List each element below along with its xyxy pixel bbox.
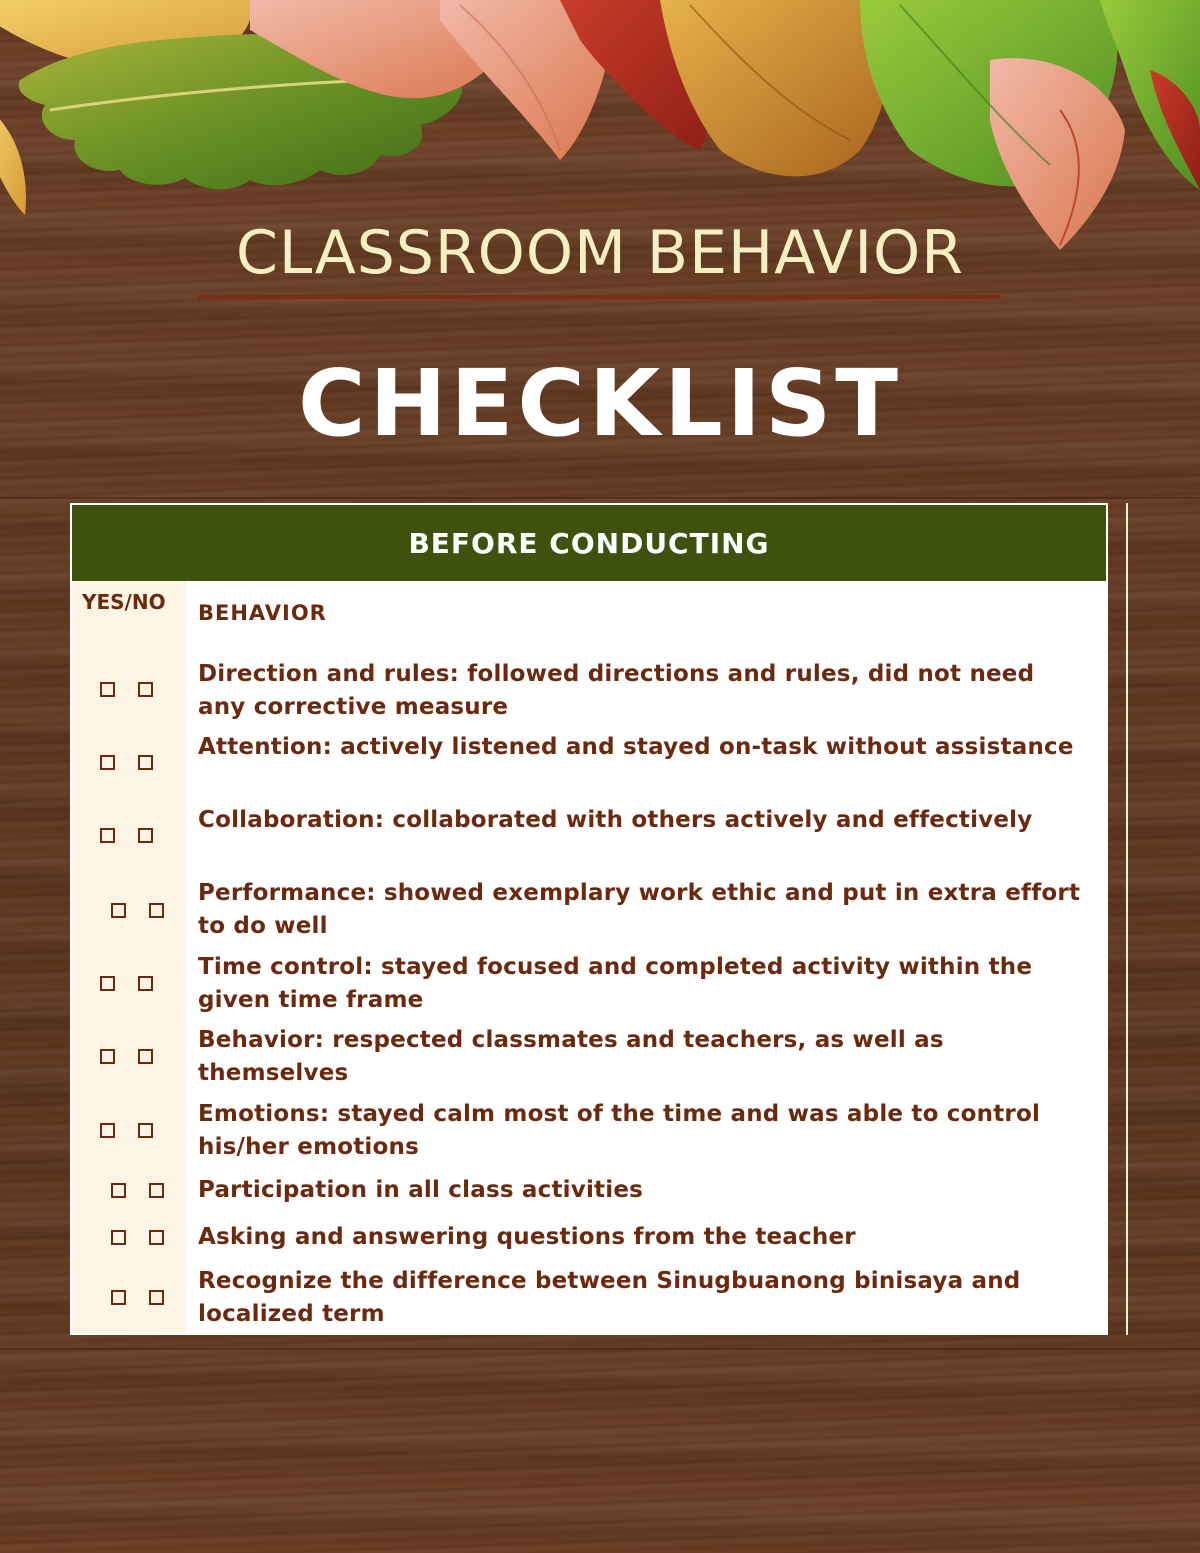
yes-checkbox[interactable] (111, 1230, 126, 1245)
yes-no-checkboxes (111, 1183, 164, 1198)
behavior-item: Performance: showed exemplary work ethic and put in extra effort to do well (198, 880, 1081, 939)
no-checkbox[interactable] (138, 1049, 153, 1064)
yes-checkbox[interactable] (111, 1290, 126, 1305)
no-checkbox[interactable] (138, 976, 153, 991)
yes-no-checkboxes (100, 976, 153, 991)
yes-checkbox[interactable] (100, 682, 115, 697)
yes-no-checkboxes (111, 1230, 164, 1245)
behavior-item: Attention: actively listened and stayed on-task without assistance (198, 734, 1074, 760)
title-classroom-behavior: CLASSROOM BEHAVIOR (236, 218, 964, 288)
behavior-item: Collaboration: collaborated with others actively and effectively (198, 807, 1033, 833)
yes-checkbox[interactable] (111, 903, 126, 918)
no-checkbox[interactable] (149, 903, 164, 918)
no-checkbox[interactable] (149, 1183, 164, 1198)
behavior-item: Direction and rules: followed directions and rules, did not need any corrective measure (198, 661, 1035, 720)
behavior-item: Asking and answering questions from the teacher (198, 1224, 856, 1250)
yes-checkbox[interactable] (100, 828, 115, 843)
behavior-item: Recognize the difference between Sinugbuanong binisaya and localized term (198, 1268, 1021, 1327)
yes-no-checkboxes (111, 1290, 164, 1305)
yes-checkbox[interactable] (100, 976, 115, 991)
no-checkbox[interactable] (138, 755, 153, 770)
behavior-item: Participation in all class activities (198, 1177, 644, 1203)
behavior-item: Time control: stayed focused and completed activity within the given time frame (198, 954, 1033, 1013)
decorative-vertical-rule (1126, 503, 1128, 1335)
yes-no-checkboxes (100, 1123, 153, 1138)
title-divider (198, 295, 1001, 299)
no-checkbox[interactable] (138, 1123, 153, 1138)
yes-no-checkboxes (100, 828, 153, 843)
no-checkbox[interactable] (149, 1290, 164, 1305)
yes-checkbox[interactable] (100, 1049, 115, 1064)
no-checkbox[interactable] (149, 1230, 164, 1245)
yes-no-checkboxes (100, 755, 153, 770)
column-header-yes-no: YES/NO (82, 590, 166, 614)
behavior-item: Emotions: stayed calm most of the time and was able to control his/her emotions (198, 1101, 1041, 1160)
yes-no-checkboxes (111, 903, 164, 918)
yes-no-checkboxes (100, 682, 153, 697)
table-header-before-conducting: BEFORE CONDUCTING (72, 505, 1106, 581)
wood-plank-seam (0, 497, 1200, 499)
yes-no-checkboxes (100, 1049, 153, 1064)
yes-checkbox[interactable] (100, 755, 115, 770)
wood-plank-seam (0, 1348, 1200, 1350)
no-checkbox[interactable] (138, 828, 153, 843)
yes-checkbox[interactable] (100, 1123, 115, 1138)
checklist-table (70, 503, 1108, 1335)
no-checkbox[interactable] (138, 682, 153, 697)
autumn-leaves-decoration (0, 0, 1200, 250)
yes-checkbox[interactable] (111, 1183, 126, 1198)
column-header-behavior: BEHAVIOR (198, 601, 327, 625)
behavior-item: Behavior: respected classmates and teachers, as well as themselves (198, 1027, 944, 1086)
title-checklist: CHECKLIST (297, 350, 903, 457)
